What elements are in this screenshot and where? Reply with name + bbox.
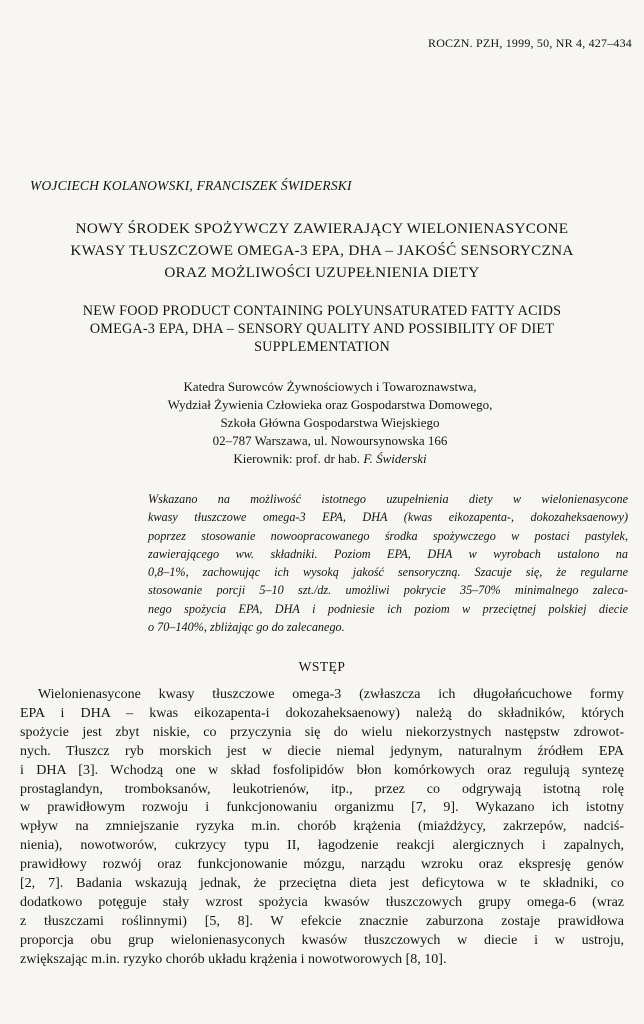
abstract-line: 0,8–1%, zachowując ich wysoką jakość sensoryczną. Szacuje się, że regularne: [148, 565, 628, 580]
body-line: [2, 7]. Badania wskazują jednak, że przeciętna dieta jest deficytowa w te składniki, co: [20, 876, 624, 892]
body-line: i DHA [3]. Wchodzą one w skład fosfolipidów błon komórkowych oraz regulują syntezę: [20, 762, 624, 778]
body-line: spożycie jest zbyt niskie, co przyczynia się do wielu niekorzystnych następstw zdrowot-: [20, 724, 624, 740]
body-line: dodatkowo potęguje stały wzrost spożycia kwasów tłuszczowych grupy omega-6 (wraz: [20, 894, 624, 910]
department-head-name: F. Świderski: [363, 451, 427, 466]
body-line: proporcja obu grup wielonienasyconych kwasów tłuszczowych w diecie i w ustroju,: [20, 932, 624, 948]
body-line: zwiększając m.in. ryzyko chorób układu krążenia i nowotworowych [8, 10].: [20, 951, 447, 967]
abstract-line: o 70–140%, zbliżając go do zalecanego.: [148, 620, 345, 635]
abstract-line: kwasy tłuszczowe omega-3 EPA, DHA (kwas eikozapenta-, dokozaheksaenowy): [148, 510, 628, 525]
journal-reference: ROCZN. PZH, 1999, 50, NR 4, 427–434: [427, 36, 632, 50]
body-line: prawidłowy rozwój oraz funkcjonowanie mózgu, narządu wzroku oraz ekspresję genów: [20, 857, 624, 873]
affiliation: [60, 378, 600, 468]
body-line: nych. Tłuszcz ryb morskich jest w diecie niemal jedynym, naturalnym źródłem EPA: [20, 743, 624, 759]
affiliation-line: 02–787 Warszawa, ul. Nowoursynowska 166: [212, 433, 448, 448]
abstract-line: Wskazano na możliwość istotnego uzupełnienia diety w wielonienasycone: [148, 492, 628, 506]
abstract: [148, 490, 628, 636]
abstract-line: nego spożycia EPA, DHA i podniesie ich poziom w przeciętnej polskiej diecie: [148, 601, 628, 616]
body-line: z tłuszczami roślinnymi) [5, 8]. W efekcie znacznie zaburzona zostaje prawidłowa: [20, 913, 624, 929]
department-head-prefix: Kierownik: prof. dr hab.: [233, 451, 364, 466]
body-line: wpływ na zmniejszanie ryzyka m.in. chorób krążenia (miażdżycy, zakrzepów, nadciś-: [20, 819, 624, 835]
body-line: EPA i DHA – kwas eikozapenta-i dokozaheksaenowy) należą do składników, których: [20, 705, 624, 721]
title-english: [20, 302, 624, 356]
abstract-line: poprzez stosowanie nowoopracowanego środka spożywczego w postaci pastylek,: [148, 528, 628, 543]
title-english-line: SUPPLEMENTATION: [254, 339, 390, 355]
title-polish-line: NOWY ŚRODEK SPOŻYWCZY ZAWIERAJĄCY WIELONIENASYCONE: [75, 220, 569, 237]
body-text: [20, 686, 624, 970]
abstract-line: zawierającego ww. składniki. Poziom EPA, DHA w wyrobach ustalono na: [148, 546, 628, 561]
body-line: prostaglandyn, tromboksanów, leukotrienów, itp., przez co odgrywają istotną rolę: [20, 781, 624, 797]
authors: WOJCIECH KOLANOWSKI, FRANCISZEK ŚWIDERSKI: [30, 178, 352, 193]
department-head: [60, 450, 600, 468]
title-polish: [20, 218, 624, 284]
affiliation-line: Szkoła Główna Gospodarstwa Wiejskiego: [220, 415, 440, 430]
body-line: Wielonienasycone kwasy tłuszczowe omega-3 (zwłaszcza ich długołańcuchowe formy: [38, 687, 624, 702]
section-heading: WSTĘP: [298, 659, 346, 674]
title-polish-line: KWASY TŁUSZCZOWE OMEGA-3 EPA, DHA – JAKOŚĆ SENSORYCZNA: [70, 242, 574, 259]
title-english-line: NEW FOOD PRODUCT CONTAINING POLYUNSATURATED FATTY ACIDS: [82, 303, 562, 319]
body-line: w prawidłowym rozwoju i funkcjonowaniu organizmu [7, 9]. Wykazano ich istotny: [20, 800, 624, 816]
affiliation-line: Wydział Żywienia Człowieka oraz Gospodarstwa Domowego,: [167, 397, 493, 412]
title-english-line: OMEGA-3 EPA, DHA – SENSORY QUALITY AND POSSIBILITY OF DIET: [89, 321, 555, 337]
affiliation-line: Katedra Surowców Żywnościowych i Towaroznawstwa,: [183, 379, 477, 394]
abstract-line: stosowanie porcji 5–10 szt./dz. umożliwi pokrycie 35–70% minimalnego zaleca-: [148, 583, 628, 598]
body-line: nienia), nowotworów, cukrzycy typu II, łagodzenie reakcji alergicznych i zapalnych,: [20, 838, 624, 854]
title-polish-line: ORAZ MOŻLIWOŚCI UZUPEŁNIENIA DIETY: [164, 264, 480, 281]
